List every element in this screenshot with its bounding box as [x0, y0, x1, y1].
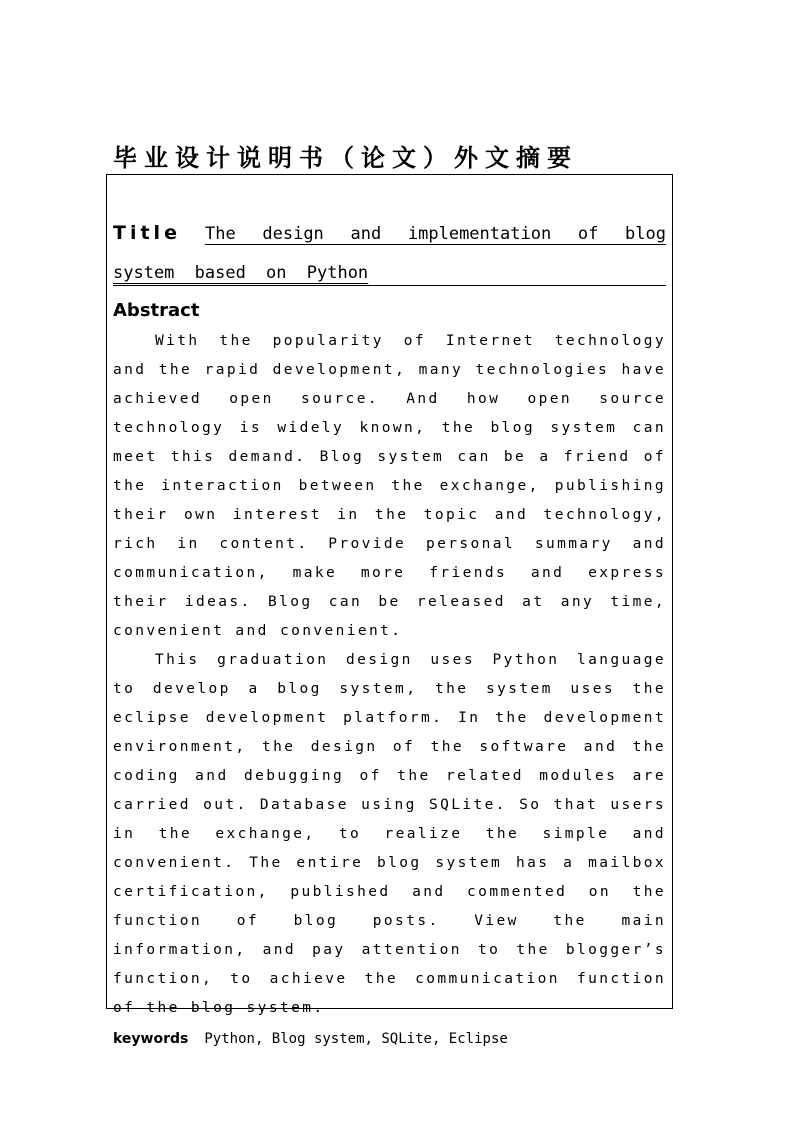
title-block: [113, 214, 666, 293]
page-heading: 毕业设计说明书（论文）外文摘要: [113, 144, 578, 172]
keywords-line: [113, 1029, 666, 1049]
abstract-content: [113, 214, 666, 1049]
keywords-label: keywords: [113, 1031, 189, 1047]
thesis-title: The design and implementation of blog system based on Python: [113, 224, 666, 283]
keywords-text: Python, Blog system, SQLite, Eclipse: [204, 1031, 508, 1047]
abstract-paragraph-2: This graduation design uses Python language to develop a blog system, the system uses the eclipse development platform. In the development environment, the design of the software and the coding and debugging of the related modules are carried out. Database using SQLite. So that users in the exchange, to realize the simple and convenient. The entire blog system has a mailbox certification, published and commented on the function of blog posts. View the main information, and pay attention to the blogger’s function, to achieve the communication function of the blog system.: [113, 652, 666, 1016]
title-label: Title: [113, 222, 181, 244]
abstract-paragraph-1: With the popularity of Internet technology and the rapid development, many technologies have achieved open source. And how open source technology is widely known, the blog system can meet this demand. Blog system can be a friend of the interaction between the exchange, publishing their own interest in the topic and technology, rich in content. Provide personal summary and communication, make more friends and express their ideas. Blog can be released at any time, convenient and convenient.: [113, 333, 666, 639]
abstract-label: Abstract: [113, 300, 200, 321]
